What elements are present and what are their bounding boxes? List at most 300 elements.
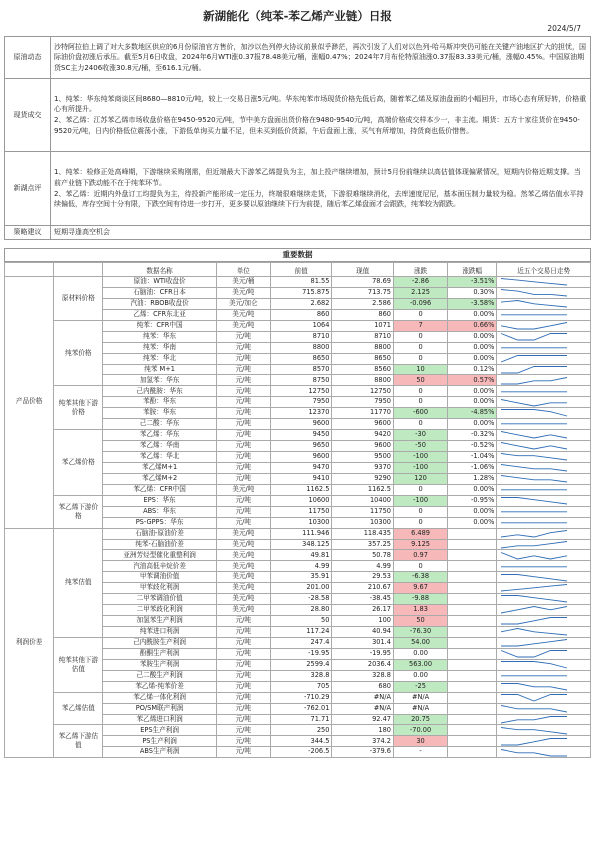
sparkline-chart	[497, 518, 571, 528]
row-prev: 12750	[270, 386, 332, 397]
row-change: -100	[393, 495, 447, 506]
header-unit: 单位	[216, 263, 270, 277]
row-cur: 2036.4	[332, 659, 394, 670]
row-cur: 100	[332, 616, 394, 627]
row-cur: 1071	[332, 320, 394, 331]
row-change: #N/A	[393, 703, 447, 714]
row-pct	[448, 627, 497, 638]
row-change: 120	[393, 473, 447, 484]
row-cur: 680	[332, 681, 394, 692]
row-change: 2.125	[393, 287, 447, 298]
sparkline-line	[501, 585, 567, 592]
row-change: -25	[393, 681, 447, 692]
row-cur: 8800	[332, 342, 394, 353]
row-unit: 元/吨	[216, 736, 270, 747]
row-prev: 117.24	[270, 627, 332, 638]
row-change: -600	[393, 408, 447, 419]
row-change: -100	[393, 452, 447, 463]
row-prev: 49.81	[270, 550, 332, 561]
sparkline-chart	[497, 376, 571, 386]
row-unit: 元/吨	[216, 627, 270, 638]
row-sparkline	[497, 517, 591, 528]
row-prev: 111.946	[270, 528, 332, 539]
row-cur: 374.2	[332, 736, 394, 747]
row-name: 石脑油：CFR日本	[103, 287, 216, 298]
row-prev: 71.71	[270, 714, 332, 725]
sparkline-chart	[497, 529, 571, 539]
row-pct: -1.06%	[448, 462, 497, 473]
row-unit: 元/吨	[216, 517, 270, 528]
row-pct: 1.28%	[448, 473, 497, 484]
sparkline-chart	[497, 354, 571, 364]
row-unit: 元/吨	[216, 462, 270, 473]
row-sparkline	[497, 441, 591, 452]
row-unit: 元/吨	[216, 725, 270, 736]
sparkline-chart	[497, 387, 571, 397]
row-prev: 35.91	[270, 572, 332, 583]
row-cur: 1162.5	[332, 484, 394, 495]
row-name: 汽油：RBOB收盘价	[103, 298, 216, 309]
row-change: 6.489	[393, 528, 447, 539]
sparkline-line	[501, 443, 567, 450]
table-row	[5, 277, 591, 288]
report-date: 2024/5/7	[547, 24, 581, 33]
row-sparkline	[497, 462, 591, 473]
sparkline-chart	[497, 562, 571, 572]
row-change: -2.86	[393, 277, 447, 288]
row-change: -	[393, 747, 447, 758]
row-unit: 美元/桶	[216, 277, 270, 288]
row-sparkline	[497, 659, 591, 670]
row-cur: 4.99	[332, 561, 394, 572]
row-cur: #N/A	[332, 692, 394, 703]
row-name: 纯苯 M+1	[103, 364, 216, 375]
row-name: 苯乙烯：华南	[103, 441, 216, 452]
row-change: 0	[393, 484, 447, 495]
row-prev: 4.99	[270, 561, 332, 572]
text-strategy: 短期寻逢高空机会	[51, 226, 591, 240]
row-sparkline	[497, 714, 591, 725]
row-sparkline	[497, 277, 591, 288]
row-unit: 美元/加仑	[216, 298, 270, 309]
row-name: 己二酸：华东	[103, 419, 216, 430]
row-cur: 78.69	[332, 277, 394, 288]
sparkline-line	[501, 596, 567, 603]
row-prev: -19.95	[270, 648, 332, 659]
row-prev: 247.4	[270, 637, 332, 648]
header-pct: 涨跌幅	[448, 263, 497, 277]
row-prev: 12370	[270, 408, 332, 419]
row-unit: 元/吨	[216, 452, 270, 463]
sparkline-chart	[497, 551, 571, 561]
row-unit: 元/吨	[216, 397, 270, 408]
table-row	[5, 637, 591, 648]
row-sparkline	[497, 386, 591, 397]
row-change: 50	[393, 616, 447, 627]
row-pct: 0.00%	[448, 331, 497, 342]
row-change: 0	[393, 397, 447, 408]
table-row	[5, 320, 591, 331]
row-prev: 81.55	[270, 277, 332, 288]
sparkline-line	[501, 454, 567, 461]
row-name: 苯酚：华东	[103, 397, 216, 408]
row-pct: 0.00%	[448, 397, 497, 408]
sparkline-chart	[497, 594, 571, 604]
row-pct: 0.00%	[448, 353, 497, 364]
row-unit: 元/吨	[216, 506, 270, 517]
row-pct: 0.00%	[448, 386, 497, 397]
row-sparkline	[497, 484, 591, 495]
row-prev: 11750	[270, 506, 332, 517]
sparkline-line	[501, 705, 567, 712]
row-sparkline	[497, 331, 591, 342]
header-chg: 涨跌	[393, 263, 447, 277]
row-sparkline	[497, 397, 591, 408]
row-pct: -0.52%	[448, 441, 497, 452]
row-change: 9.67	[393, 583, 447, 594]
row-pct	[448, 528, 497, 539]
sparkline-line	[501, 574, 567, 581]
row-prev: 28.80	[270, 605, 332, 616]
row-name: 加氢苯生产利润	[103, 616, 216, 627]
row-change: 7	[393, 320, 447, 331]
row-name: EPS生产利润	[103, 725, 216, 736]
row-sparkline	[497, 342, 591, 353]
row-cur: 301.4	[332, 637, 394, 648]
row-pct	[448, 637, 497, 648]
row-sparkline	[497, 364, 591, 375]
sparkline-chart	[497, 485, 571, 495]
sparkline-line	[501, 399, 567, 406]
sparkline-chart	[497, 398, 571, 408]
row-prev: 9470	[270, 462, 332, 473]
row-change: -6.38	[393, 572, 447, 583]
row-pct	[448, 539, 497, 550]
row-pct	[448, 747, 497, 758]
row-prev: 1162.5	[270, 484, 332, 495]
row-sparkline	[497, 528, 591, 539]
row-sparkline	[497, 430, 591, 441]
row-unit: 美元/吨	[216, 484, 270, 495]
sparkline-line	[501, 322, 567, 329]
sparkline-chart	[497, 660, 571, 670]
row-pct: 0.00%	[448, 517, 497, 528]
row-unit: 美元/吨	[216, 528, 270, 539]
row-cur: 10400	[332, 495, 394, 506]
row-cur: 210.67	[332, 583, 394, 594]
sparkline-line	[501, 410, 567, 417]
sparkline-chart	[497, 737, 571, 747]
sparkline-chart	[497, 474, 571, 484]
row-cur: 92.47	[332, 714, 394, 725]
text-comment: 1、纯苯：检修正处高峰期，下游继续采购刚需，但近端最大下游苯乙烯提负为主，加上投产继续增加，预计5月份前继续以高估值体现偏紧情况，短期内价格近期支撑。当前产业链下跌动能不在于纯苯环节。 2、苯乙烯：近期内外盘订工均提负为主，待投新产能形成一定压力，终端很难继续走货，下游很难继续消化，去库速度尼尼，基本面压制力量较为稳。然苯乙烯估值水平持续偏低，库存空间十分有限，下跌空间有待进一步打开，更多要以原油继续下行为前提，随后苯乙烯盘面才会跟跌，纯苯较为跟跌。	[51, 152, 591, 226]
sparkline-line	[501, 607, 567, 614]
row-sparkline	[497, 320, 591, 331]
row-sparkline	[497, 353, 591, 364]
row-change: 0	[393, 506, 447, 517]
row-pct	[448, 725, 497, 736]
sparkline-chart	[497, 310, 571, 320]
table-row	[5, 495, 591, 506]
row-name: 乙烯：CFR东北亚	[103, 309, 216, 320]
row-prev: 9600	[270, 419, 332, 430]
row-prev: 860	[270, 309, 332, 320]
row-sparkline	[497, 648, 591, 659]
row-name: 苯乙烯进口利润	[103, 714, 216, 725]
sparkline-line	[501, 279, 567, 286]
row-cur: 11750	[332, 506, 394, 517]
row-pct	[448, 670, 497, 681]
row-sparkline	[497, 298, 591, 309]
row-unit: 美元/吨	[216, 572, 270, 583]
row-cur: 9290	[332, 473, 394, 484]
row-name: 纯苯进口利润	[103, 627, 216, 638]
data-table	[4, 262, 591, 758]
row-unit: 美元/吨	[216, 605, 270, 616]
row-prev: 715.875	[270, 287, 332, 298]
sparkline-line	[501, 366, 567, 373]
row-cur: -19.95	[332, 648, 394, 659]
row-prev: -710.29	[270, 692, 332, 703]
row-prev: -206.5	[270, 747, 332, 758]
row-pct	[448, 605, 497, 616]
row-cur: 9600	[332, 441, 394, 452]
sparkline-line	[501, 541, 567, 548]
row-prev: 10600	[270, 495, 332, 506]
row-cur: 8710	[332, 331, 394, 342]
report-title: 新湖能化（纯苯-苯乙烯产业链）日报	[203, 9, 392, 23]
row-change: -0.096	[393, 298, 447, 309]
row-name: 苯乙烯一体化利润	[103, 692, 216, 703]
sparkline-chart	[497, 365, 571, 375]
row-sparkline	[497, 725, 591, 736]
row-sparkline	[497, 419, 591, 430]
table-row	[5, 692, 591, 703]
row-prev: 10300	[270, 517, 332, 528]
row-cur: 713.75	[332, 287, 394, 298]
row-change: #N/A	[393, 692, 447, 703]
row-name: 纯苯：华北	[103, 353, 216, 364]
row-name: 纯苯：华南	[103, 342, 216, 353]
row-name: 二甲苯歧化利润	[103, 605, 216, 616]
text-crude: 沙特阿拉伯上调了对大多数地区供应的6月份原油官方售价，加沙以色列停火协议前景似乎渺茫，再次引发了人们对以色列-哈马斯冲突仍可能在关键产油地区扩大的担忧，国际油价盘初涨后承压。截至5月6日收盘，2024年6月WTI涨0.37报78.48美元/桶，涨幅0.47%；2024年7月布伦特原油涨0.37报83.33美元/桶，涨幅0.45%。中国原油期货SC主力2406收涨30.8元/桶，至616.1元/桶。	[51, 37, 591, 79]
subgroup-label: 苯乙烯价格	[54, 430, 103, 496]
row-sparkline	[497, 375, 591, 386]
row-name: PS-GPPS：华东	[103, 517, 216, 528]
row-name: PS生产利润	[103, 736, 216, 747]
row-name: 纯苯：华东	[103, 331, 216, 342]
row-cur: 29.53	[332, 572, 394, 583]
row-change: 9.125	[393, 539, 447, 550]
row-pct: -1.04%	[448, 452, 497, 463]
row-change: -100	[393, 462, 447, 473]
row-change: 0	[393, 561, 447, 572]
row-sparkline	[497, 736, 591, 747]
row-unit: 美元/吨	[216, 287, 270, 298]
row-unit: 元/吨	[216, 364, 270, 375]
sparkline-line	[501, 651, 567, 658]
row-cur: 9600	[332, 419, 394, 430]
row-cur: 26.17	[332, 605, 394, 616]
row-name: PO/SM联产利润	[103, 703, 216, 714]
row-name: 苯乙烯-纯苯价差	[103, 681, 216, 692]
data-table-title: 重要数据	[4, 248, 591, 262]
sparkline-chart	[497, 419, 571, 429]
row-cur: 328.8	[332, 670, 394, 681]
row-pct: 0.00%	[448, 506, 497, 517]
label-comment: 新湖点评	[5, 152, 51, 226]
row-change: 0	[393, 419, 447, 430]
row-prev: 348.125	[270, 539, 332, 550]
row-unit: 元/吨	[216, 659, 270, 670]
row-name: 苯乙烯：CFR中国	[103, 484, 216, 495]
sparkline-chart	[497, 408, 571, 418]
row-prev: 9410	[270, 473, 332, 484]
row-change: 0	[393, 342, 447, 353]
row-cur: 9420	[332, 430, 394, 441]
header-cur: 现值	[332, 263, 394, 277]
row-prev: 2.682	[270, 298, 332, 309]
row-change: 0.00	[393, 670, 447, 681]
row-change: -70.00	[393, 725, 447, 736]
row-cur: 8650	[332, 353, 394, 364]
sparkline-line	[501, 662, 567, 669]
row-sparkline	[497, 550, 591, 561]
row-pct: 0.00%	[448, 484, 497, 495]
row-name: 苯乙烯M+2	[103, 473, 216, 484]
subgroup-label: 纯苯其他下游估值	[54, 637, 103, 692]
row-pct: 0.00%	[448, 309, 497, 320]
row-name: 苯乙烯：华东	[103, 430, 216, 441]
sparkline-chart	[497, 627, 571, 637]
sparkline-line	[501, 333, 567, 340]
row-unit: 元/吨	[216, 747, 270, 758]
row-prev: 201.00	[270, 583, 332, 594]
row-name: 石脑油-原油价差	[103, 528, 216, 539]
row-pct	[448, 572, 497, 583]
row-sparkline	[497, 594, 591, 605]
row-pct: 0.00%	[448, 342, 497, 353]
subgroup-label: 苯乙烯下游估值	[54, 725, 103, 758]
label-crude: 原油动态	[5, 37, 51, 79]
row-change: 30	[393, 736, 447, 747]
sparkline-chart	[497, 288, 571, 298]
sparkline-chart	[497, 748, 571, 758]
row-sparkline	[497, 670, 591, 681]
sparkline-line	[501, 355, 567, 362]
row-change: 0.97	[393, 550, 447, 561]
row-prev: 2599.4	[270, 659, 332, 670]
row-name: 纯苯-石脑油价差	[103, 539, 216, 550]
row-name: ABS：华东	[103, 506, 216, 517]
header-prev: 前值	[270, 263, 332, 277]
row-unit: 美元/吨	[216, 309, 270, 320]
row-change: 50	[393, 375, 447, 386]
row-name: 甲苯歧化利润	[103, 583, 216, 594]
sparkline-line	[501, 377, 567, 384]
row-name: 己内酰胺：华东	[103, 386, 216, 397]
row-unit: 元/吨	[216, 670, 270, 681]
row-sparkline	[497, 287, 591, 298]
sparkline-chart	[497, 463, 571, 473]
row-pct: -3.58%	[448, 298, 497, 309]
row-pct	[448, 648, 497, 659]
table-row	[5, 528, 591, 539]
row-sparkline	[497, 572, 591, 583]
label-spot: 现货成交	[5, 79, 51, 152]
row-cur: 7950	[332, 397, 394, 408]
row-prev: 8570	[270, 364, 332, 375]
row-change: 0	[393, 309, 447, 320]
row-unit: 元/吨	[216, 473, 270, 484]
row-sparkline	[497, 616, 591, 627]
sparkline-chart	[497, 704, 571, 714]
row-pct	[448, 703, 497, 714]
row-name: 原油：WTI收盘价	[103, 277, 216, 288]
row-unit: 元/吨	[216, 441, 270, 452]
sparkline-line	[501, 738, 567, 745]
row-change: 20.75	[393, 714, 447, 725]
row-name: 加氢苯：华东	[103, 375, 216, 386]
row-pct	[448, 681, 497, 692]
row-sparkline	[497, 605, 591, 616]
sparkline-line	[501, 465, 567, 472]
sparkline-line	[501, 683, 567, 690]
row-change: 0	[393, 386, 447, 397]
row-pct: 0.57%	[448, 375, 497, 386]
row-sparkline	[497, 583, 591, 594]
row-change: 563.00	[393, 659, 447, 670]
row-pct: 0.66%	[448, 320, 497, 331]
row-sparkline	[497, 747, 591, 758]
row-pct: 0.30%	[448, 287, 497, 298]
row-unit: 元/吨	[216, 637, 270, 648]
row-pct: 0.00%	[448, 419, 497, 430]
sparkline-line	[501, 749, 567, 756]
subgroup-label: 纯苯价格	[54, 320, 103, 386]
row-sparkline	[497, 473, 591, 484]
row-pct	[448, 659, 497, 670]
row-prev: 50	[270, 616, 332, 627]
row-name: 己二酸生产利润	[103, 670, 216, 681]
row-name: 苯乙烯：华北	[103, 452, 216, 463]
row-name: 二甲苯调油价值	[103, 594, 216, 605]
row-cur: 9500	[332, 452, 394, 463]
sparkline-chart	[497, 277, 571, 287]
row-prev: 344.5	[270, 736, 332, 747]
row-pct	[448, 550, 497, 561]
row-sparkline	[497, 309, 591, 320]
row-change: 0	[393, 331, 447, 342]
row-unit: 元/吨	[216, 386, 270, 397]
sparkline-line	[501, 618, 567, 625]
sparkline-chart	[497, 496, 571, 506]
row-change: -30	[393, 430, 447, 441]
sparkline-chart	[497, 583, 571, 593]
row-sparkline	[497, 506, 591, 517]
row-sparkline	[497, 561, 591, 572]
row-unit: 元/吨	[216, 714, 270, 725]
sparkline-line	[501, 716, 567, 723]
sparkline-line	[501, 497, 567, 504]
subgroup-label: 纯苯其他下游价格	[54, 386, 103, 430]
row-prev: 9600	[270, 452, 332, 463]
row-sparkline	[497, 681, 591, 692]
row-unit: 元/吨	[216, 353, 270, 364]
row-prev: 7950	[270, 397, 332, 408]
row-name: EPS：华东	[103, 495, 216, 506]
row-pct	[448, 594, 497, 605]
